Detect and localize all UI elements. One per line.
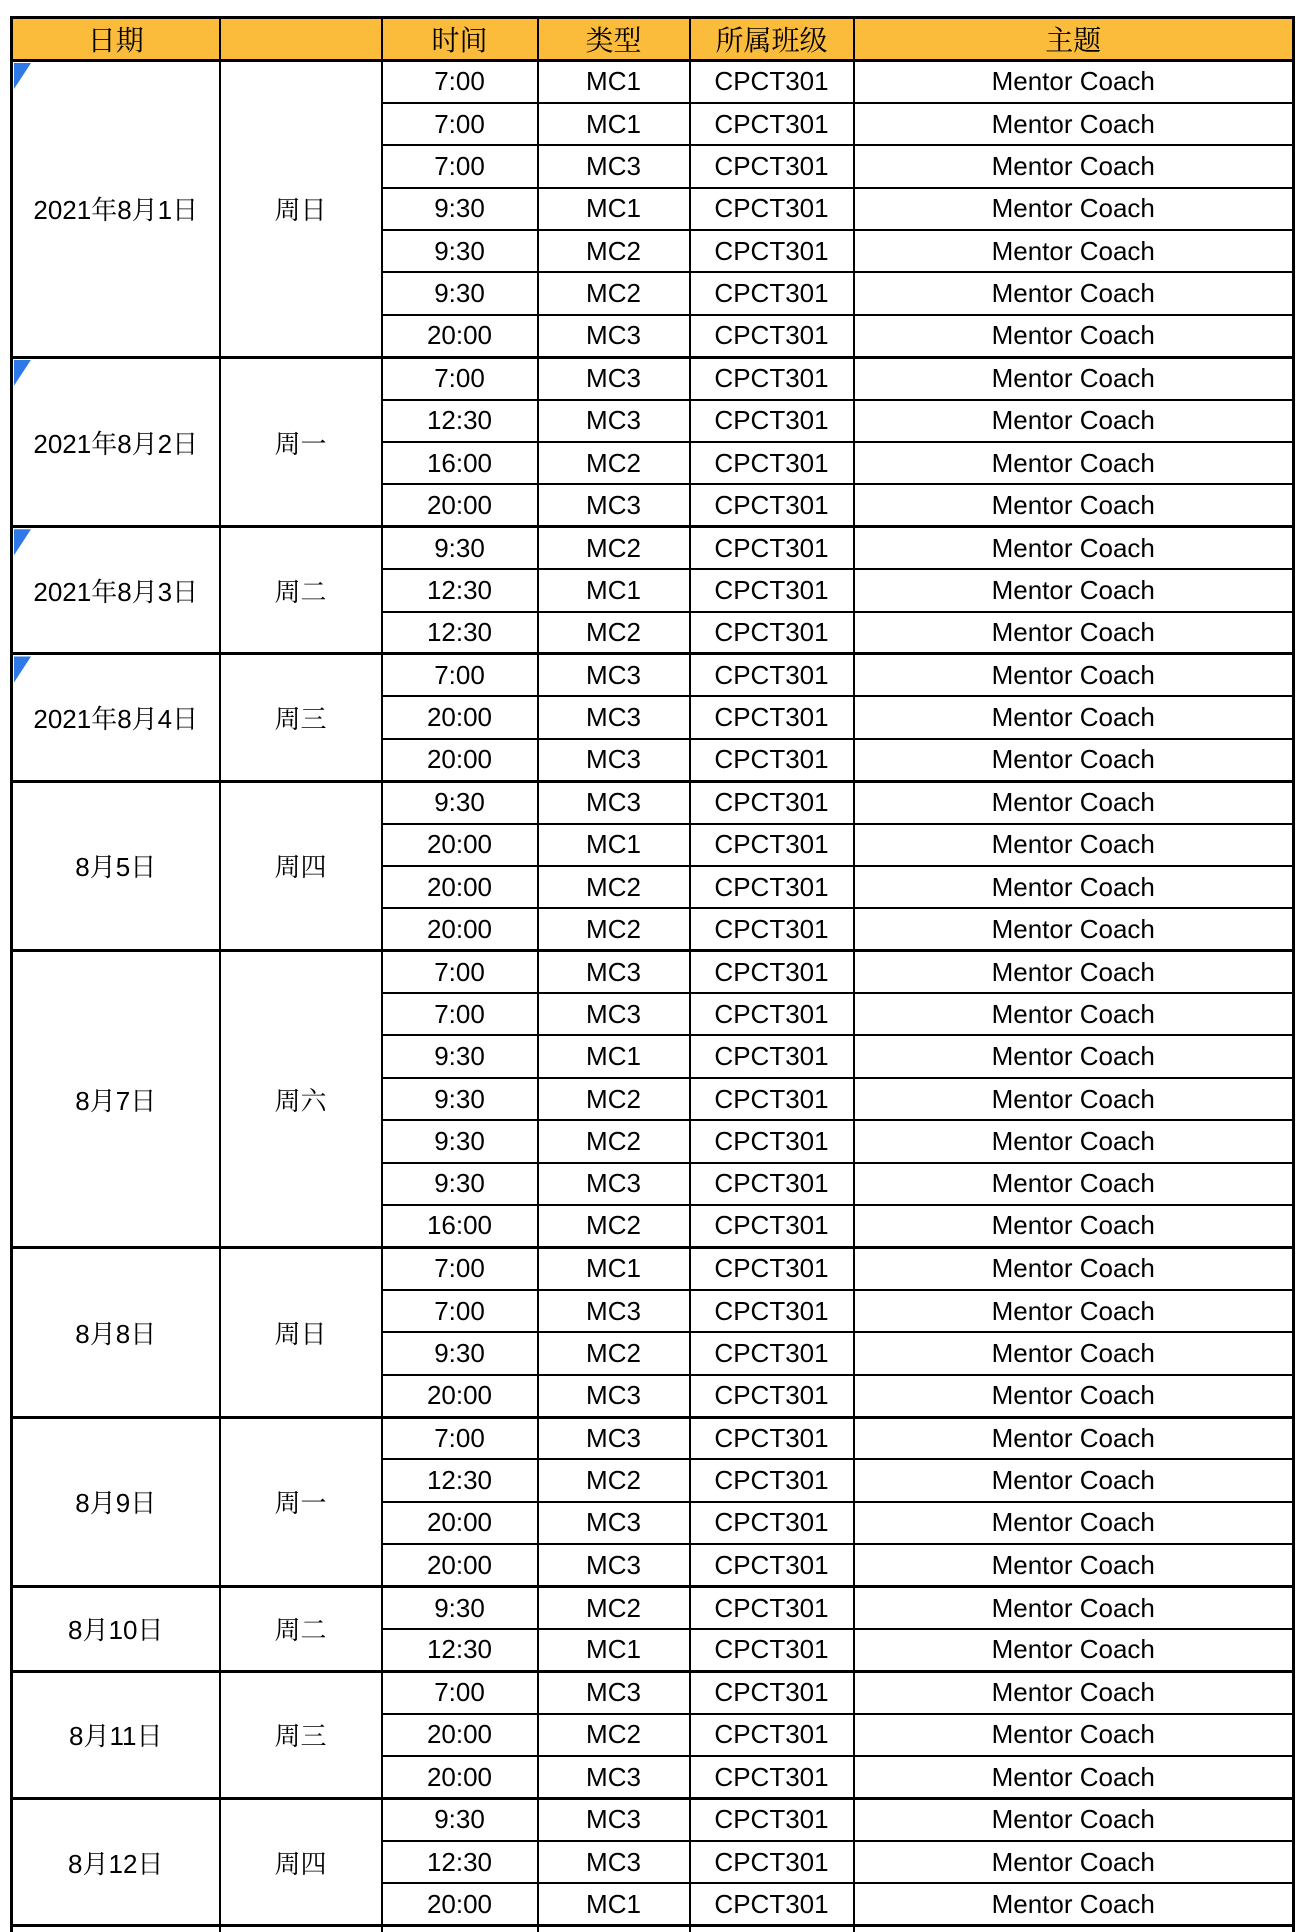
class-cell: CPCT301	[690, 1799, 854, 1841]
type-cell: MC1	[538, 824, 690, 866]
col-header-time: 时间	[382, 18, 538, 61]
type-cell: MC1	[538, 1247, 690, 1289]
type-cell: MC1	[538, 61, 690, 103]
schedule-table-container	[10, 16, 1296, 1932]
weekday-cell: 周一	[220, 1417, 382, 1587]
date-label: 8月12日	[68, 1848, 164, 1879]
weekday-cell: 周二	[220, 1587, 382, 1672]
time-cell: 9:30	[382, 781, 538, 823]
weekday-cell: 周日	[220, 61, 382, 358]
weekday-cell: 周日	[220, 1247, 382, 1417]
type-cell: MC3	[538, 1417, 690, 1459]
topic-cell: Mentor Coach	[854, 1290, 1294, 1332]
time-cell: 20:00	[382, 866, 538, 908]
time-cell: 12:30	[382, 1459, 538, 1501]
topic-cell: Mentor Coach	[854, 781, 1294, 823]
type-cell: MC2	[538, 1459, 690, 1501]
topic-cell: Mentor Coach	[854, 400, 1294, 442]
type-cell: MC2	[538, 866, 690, 908]
time-cell: 20:00	[382, 1714, 538, 1756]
type-cell: MC3	[538, 1290, 690, 1332]
topic-cell: Mentor Coach	[854, 1417, 1294, 1459]
time-cell: 20:00	[382, 315, 538, 357]
schedule-row	[12, 951, 1294, 993]
class-cell: CPCT301	[690, 951, 854, 993]
time-cell: 12:30	[382, 400, 538, 442]
topic-cell: Mentor Coach	[854, 1247, 1294, 1289]
time-cell: 12:30	[382, 569, 538, 611]
topic-cell: Mentor Coach	[854, 1332, 1294, 1374]
date-cell	[12, 1587, 220, 1672]
date-label: 8月7日	[75, 1085, 157, 1116]
topic-cell: Mentor Coach	[854, 1459, 1294, 1501]
type-cell: MC2	[538, 1587, 690, 1629]
time-cell: 16:00	[382, 442, 538, 484]
topic-cell: Mentor Coach	[854, 1544, 1294, 1586]
type-cell: MC3	[538, 1502, 690, 1544]
time-cell: 9:30	[382, 527, 538, 569]
topic-cell: Mentor Coach	[854, 1883, 1294, 1925]
weekday-cell: 周二	[220, 527, 382, 654]
time-cell: 20:00	[382, 1756, 538, 1798]
topic-cell: Mentor Coach	[854, 696, 1294, 738]
class-cell: CPCT301	[690, 230, 854, 272]
partial-next-row	[12, 1926, 1294, 1932]
class-cell: CPCT301	[690, 1332, 854, 1374]
time-cell: 7:00	[382, 357, 538, 399]
weekday-cell: 周一	[220, 357, 382, 527]
time-cell: 7:00	[382, 993, 538, 1035]
type-cell: MC1	[538, 188, 690, 230]
comment-flag-icon	[14, 529, 31, 555]
class-cell: CPCT301	[690, 1375, 854, 1417]
date-cell	[12, 781, 220, 951]
time-cell: 7:00	[382, 61, 538, 103]
weekday-cell: 周三	[220, 1671, 382, 1798]
type-cell: MC2	[538, 527, 690, 569]
date-label: 8月9日	[75, 1488, 157, 1519]
type-cell: MC1	[538, 1629, 690, 1671]
class-cell: CPCT301	[690, 61, 854, 103]
type-cell: MC2	[538, 1205, 690, 1247]
col-header-class: 所属班级	[690, 18, 854, 61]
type-cell: MC3	[538, 145, 690, 187]
date-cell	[12, 61, 220, 358]
class-cell: CPCT301	[690, 781, 854, 823]
date-cell	[12, 1417, 220, 1587]
empty-cell	[382, 1926, 538, 1932]
date-cell	[12, 951, 220, 1248]
type-cell: MC2	[538, 1332, 690, 1374]
class-cell: CPCT301	[690, 1587, 854, 1629]
topic-cell: Mentor Coach	[854, 1035, 1294, 1077]
type-cell: MC3	[538, 400, 690, 442]
type-cell: MC3	[538, 951, 690, 993]
schedule-row	[12, 61, 1294, 103]
topic-cell: Mentor Coach	[854, 569, 1294, 611]
class-cell: CPCT301	[690, 908, 854, 950]
type-cell: MC1	[538, 1883, 690, 1925]
time-cell: 12:30	[382, 1841, 538, 1883]
topic-cell: Mentor Coach	[854, 103, 1294, 145]
type-cell: MC3	[538, 654, 690, 696]
date-cell	[12, 1799, 220, 1926]
time-cell: 20:00	[382, 1375, 538, 1417]
weekday-cell: 周三	[220, 654, 382, 781]
type-cell: MC3	[538, 484, 690, 526]
class-cell: CPCT301	[690, 1035, 854, 1077]
class-cell: CPCT301	[690, 484, 854, 526]
date-label: 8月5日	[75, 852, 157, 883]
comment-flag-icon	[14, 63, 31, 89]
empty-cell	[12, 1926, 220, 1932]
time-cell: 20:00	[382, 1502, 538, 1544]
time-cell: 9:30	[382, 1078, 538, 1120]
type-cell: MC3	[538, 993, 690, 1035]
time-cell: 7:00	[382, 1247, 538, 1289]
topic-cell: Mentor Coach	[854, 145, 1294, 187]
topic-cell: Mentor Coach	[854, 908, 1294, 950]
date-cell	[12, 527, 220, 654]
empty-cell	[690, 1926, 854, 1932]
type-cell: MC3	[538, 1799, 690, 1841]
time-cell: 9:30	[382, 1587, 538, 1629]
topic-cell: Mentor Coach	[854, 1078, 1294, 1120]
topic-cell: Mentor Coach	[854, 1163, 1294, 1205]
class-cell: CPCT301	[690, 824, 854, 866]
class-cell: CPCT301	[690, 1120, 854, 1162]
header-row	[12, 18, 1294, 61]
col-header-weekday	[220, 18, 382, 61]
date-cell	[12, 654, 220, 781]
col-header-date: 日期	[12, 18, 220, 61]
class-cell: CPCT301	[690, 1459, 854, 1501]
topic-cell: Mentor Coach	[854, 739, 1294, 781]
type-cell: MC2	[538, 1078, 690, 1120]
class-cell: CPCT301	[690, 1756, 854, 1798]
schedule-row	[12, 1587, 1294, 1629]
type-cell: MC2	[538, 1714, 690, 1756]
time-cell: 9:30	[382, 188, 538, 230]
date-cell	[12, 1247, 220, 1417]
type-cell: MC3	[538, 1375, 690, 1417]
type-cell: MC3	[538, 1671, 690, 1713]
time-cell: 20:00	[382, 1544, 538, 1586]
time-cell: 20:00	[382, 908, 538, 950]
class-cell: CPCT301	[690, 1714, 854, 1756]
time-cell: 12:30	[382, 612, 538, 654]
topic-cell: Mentor Coach	[854, 1205, 1294, 1247]
comment-flag-icon	[14, 656, 31, 682]
type-cell: MC3	[538, 696, 690, 738]
topic-cell: Mentor Coach	[854, 1714, 1294, 1756]
class-cell: CPCT301	[690, 993, 854, 1035]
class-cell: CPCT301	[690, 315, 854, 357]
type-cell: MC1	[538, 1035, 690, 1077]
weekday-cell: 周四	[220, 1799, 382, 1926]
date-cell	[12, 357, 220, 527]
schedule-row	[12, 781, 1294, 823]
schedule-row	[12, 1417, 1294, 1459]
class-cell: CPCT301	[690, 1417, 854, 1459]
time-cell: 20:00	[382, 1883, 538, 1925]
date-label: 2021年8月4日	[33, 704, 199, 735]
time-cell: 16:00	[382, 1205, 538, 1247]
topic-cell: Mentor Coach	[854, 1671, 1294, 1713]
topic-cell: Mentor Coach	[854, 1375, 1294, 1417]
schedule-row	[12, 527, 1294, 569]
topic-cell: Mentor Coach	[854, 866, 1294, 908]
type-cell: MC1	[538, 569, 690, 611]
date-label: 2021年8月3日	[33, 576, 199, 607]
class-cell: CPCT301	[690, 1883, 854, 1925]
empty-cell	[538, 1926, 690, 1932]
time-cell: 9:30	[382, 1035, 538, 1077]
date-label: 2021年8月1日	[33, 195, 199, 226]
weekday-cell: 周四	[220, 781, 382, 951]
class-cell: CPCT301	[690, 527, 854, 569]
time-cell: 9:30	[382, 1163, 538, 1205]
topic-cell: Mentor Coach	[854, 357, 1294, 399]
topic-cell: Mentor Coach	[854, 1120, 1294, 1162]
class-cell: CPCT301	[690, 696, 854, 738]
type-cell: MC3	[538, 1841, 690, 1883]
topic-cell: Mentor Coach	[854, 188, 1294, 230]
class-cell: CPCT301	[690, 357, 854, 399]
time-cell: 9:30	[382, 230, 538, 272]
class-cell: CPCT301	[690, 739, 854, 781]
topic-cell: Mentor Coach	[854, 315, 1294, 357]
type-cell: MC1	[538, 103, 690, 145]
time-cell: 9:30	[382, 272, 538, 314]
class-cell: CPCT301	[690, 1671, 854, 1713]
time-cell: 7:00	[382, 1290, 538, 1332]
schedule-row	[12, 1247, 1294, 1289]
type-cell: MC2	[538, 1120, 690, 1162]
class-cell: CPCT301	[690, 103, 854, 145]
type-cell: MC3	[538, 315, 690, 357]
time-cell: 9:30	[382, 1332, 538, 1374]
topic-cell: Mentor Coach	[854, 951, 1294, 993]
topic-cell: Mentor Coach	[854, 1799, 1294, 1841]
type-cell: MC2	[538, 442, 690, 484]
type-cell: MC2	[538, 230, 690, 272]
topic-cell: Mentor Coach	[854, 484, 1294, 526]
type-cell: MC3	[538, 1756, 690, 1798]
class-cell: CPCT301	[690, 1163, 854, 1205]
empty-cell	[220, 1926, 382, 1932]
schedule-row	[12, 654, 1294, 696]
class-cell: CPCT301	[690, 866, 854, 908]
type-cell: MC3	[538, 781, 690, 823]
type-cell: MC2	[538, 908, 690, 950]
schedule-row	[12, 1671, 1294, 1713]
topic-cell: Mentor Coach	[854, 527, 1294, 569]
topic-cell: Mentor Coach	[854, 1629, 1294, 1671]
time-cell: 9:30	[382, 1120, 538, 1162]
class-cell: CPCT301	[690, 400, 854, 442]
class-cell: CPCT301	[690, 1502, 854, 1544]
time-cell: 20:00	[382, 739, 538, 781]
schedule-table	[10, 16, 1295, 1932]
topic-cell: Mentor Coach	[854, 1587, 1294, 1629]
time-cell: 7:00	[382, 145, 538, 187]
time-cell: 20:00	[382, 824, 538, 866]
time-cell: 20:00	[382, 696, 538, 738]
class-cell: CPCT301	[690, 442, 854, 484]
type-cell: MC2	[538, 612, 690, 654]
class-cell: CPCT301	[690, 188, 854, 230]
weekday-cell: 周六	[220, 951, 382, 1248]
class-cell: CPCT301	[690, 569, 854, 611]
class-cell: CPCT301	[690, 1078, 854, 1120]
class-cell: CPCT301	[690, 1629, 854, 1671]
date-label: 8月11日	[69, 1721, 163, 1752]
topic-cell: Mentor Coach	[854, 1841, 1294, 1883]
class-cell: CPCT301	[690, 654, 854, 696]
schedule-row	[12, 1799, 1294, 1841]
topic-cell: Mentor Coach	[854, 824, 1294, 866]
time-cell: 7:00	[382, 103, 538, 145]
date-label: 8月8日	[75, 1318, 157, 1349]
time-cell: 12:30	[382, 1629, 538, 1671]
class-cell: CPCT301	[690, 612, 854, 654]
class-cell: CPCT301	[690, 1205, 854, 1247]
topic-cell: Mentor Coach	[854, 1756, 1294, 1798]
topic-cell: Mentor Coach	[854, 654, 1294, 696]
col-header-topic: 主题	[854, 18, 1294, 61]
col-header-type: 类型	[538, 18, 690, 61]
class-cell: CPCT301	[690, 1841, 854, 1883]
topic-cell: Mentor Coach	[854, 61, 1294, 103]
time-cell: 7:00	[382, 1671, 538, 1713]
time-cell: 7:00	[382, 1417, 538, 1459]
topic-cell: Mentor Coach	[854, 612, 1294, 654]
type-cell: MC3	[538, 739, 690, 781]
time-cell: 9:30	[382, 1799, 538, 1841]
date-cell	[12, 1671, 220, 1798]
topic-cell: Mentor Coach	[854, 272, 1294, 314]
time-cell: 20:00	[382, 484, 538, 526]
time-cell: 7:00	[382, 654, 538, 696]
topic-cell: Mentor Coach	[854, 1502, 1294, 1544]
class-cell: CPCT301	[690, 145, 854, 187]
date-label: 8月10日	[68, 1615, 164, 1646]
class-cell: CPCT301	[690, 272, 854, 314]
topic-cell: Mentor Coach	[854, 230, 1294, 272]
date-label: 2021年8月2日	[33, 428, 199, 459]
schedule-row	[12, 357, 1294, 399]
type-cell: MC2	[538, 272, 690, 314]
class-cell: CPCT301	[690, 1544, 854, 1586]
time-cell: 7:00	[382, 951, 538, 993]
topic-cell: Mentor Coach	[854, 993, 1294, 1035]
topic-cell: Mentor Coach	[854, 442, 1294, 484]
empty-cell	[854, 1926, 1294, 1932]
type-cell: MC3	[538, 1544, 690, 1586]
class-cell: CPCT301	[690, 1247, 854, 1289]
type-cell: MC3	[538, 357, 690, 399]
class-cell: CPCT301	[690, 1290, 854, 1332]
comment-flag-icon	[14, 360, 31, 386]
type-cell: MC3	[538, 1163, 690, 1205]
